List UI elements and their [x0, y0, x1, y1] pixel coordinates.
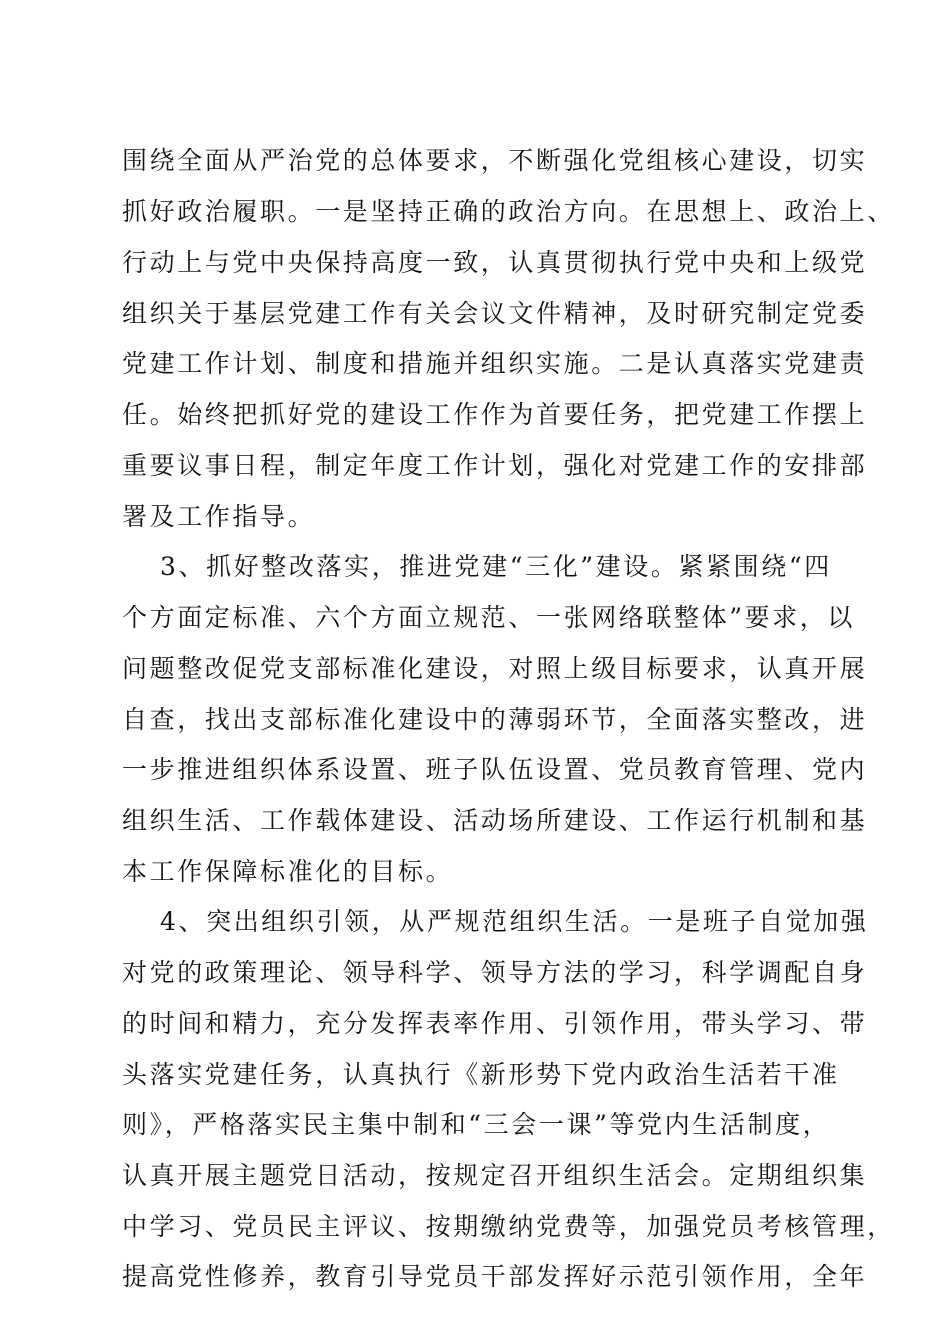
- text-line: 则》，严格落实民主集中制和“三会一课”等党内生活制度，: [122, 1110, 831, 1139]
- text-line: 党建工作计划、制度和措施并组织实施。二是认真落实党建责: [122, 349, 868, 378]
- text-line: 行动上与党中央保持高度一致，认真贯彻执行党中央和上级党: [122, 248, 868, 277]
- text-line: 头落实党建任务，认真执行《新形势下党内政治生活若干准: [122, 1060, 840, 1089]
- text-line: 组织生活、工作载体建设、活动场所建设、工作运行机制和基: [122, 806, 868, 835]
- text-line: 抓好政治履职。一是坚持正确的政治方向。在思想上、政治上、: [122, 197, 895, 226]
- text-line: 认真开展主题党日活动，按规定召开组织生活会。定期组织集: [122, 1161, 868, 1190]
- text-line: 个方面定标准、六个方面立规范、一张网络联整体”要求，以: [122, 603, 855, 632]
- paragraph-3-start: 3、抓好整改落实，推进党建“三化”建设。紧紧围绕“四: [160, 552, 832, 581]
- text-line: 自查，找出支部标准化建设中的薄弱环节，全面落实整改，进: [122, 705, 868, 734]
- paragraph-4-start: 4、突出组织引领，从严规范组织生活。一是班子自觉加强: [160, 907, 869, 936]
- text-line: 任。始终把抓好党的建设工作作为首要任务，把党建工作摆上: [122, 400, 868, 429]
- text-line: 署及工作指导。: [122, 502, 316, 531]
- text-line: 对党的政策理论、领导科学、领导方法的学习，科学调配自身: [122, 958, 868, 987]
- text-line: 本工作保障标准化的目标。: [122, 857, 454, 886]
- text-line: 一步推进组织体系设置、班子队伍设置、党员教育管理、党内: [122, 755, 868, 784]
- text-line: 组织关于基层党建工作有关会议文件精神，及时研究制定党委: [122, 299, 868, 328]
- text-line: 围绕全面从严治党的总体要求，不断强化党组核心建设，切实: [122, 146, 868, 175]
- text-line: 的时间和精力，充分发挥表率作用、引领作用，带头学习、带: [122, 1009, 868, 1038]
- text-line: 中学习、党员民主评议、按期缴纳党费等，加强党员考核管理，: [122, 1212, 895, 1241]
- text-line: 重要议事日程，制定年度工作计划，强化对党建工作的安排部: [122, 451, 868, 480]
- text-line: 问题整改促党支部标准化建设，对照上级目标要求，认真开展: [122, 654, 868, 683]
- text-line: 提高党性修养，教育引导党员干部发挥好示范引领作用，全年: [122, 1262, 868, 1291]
